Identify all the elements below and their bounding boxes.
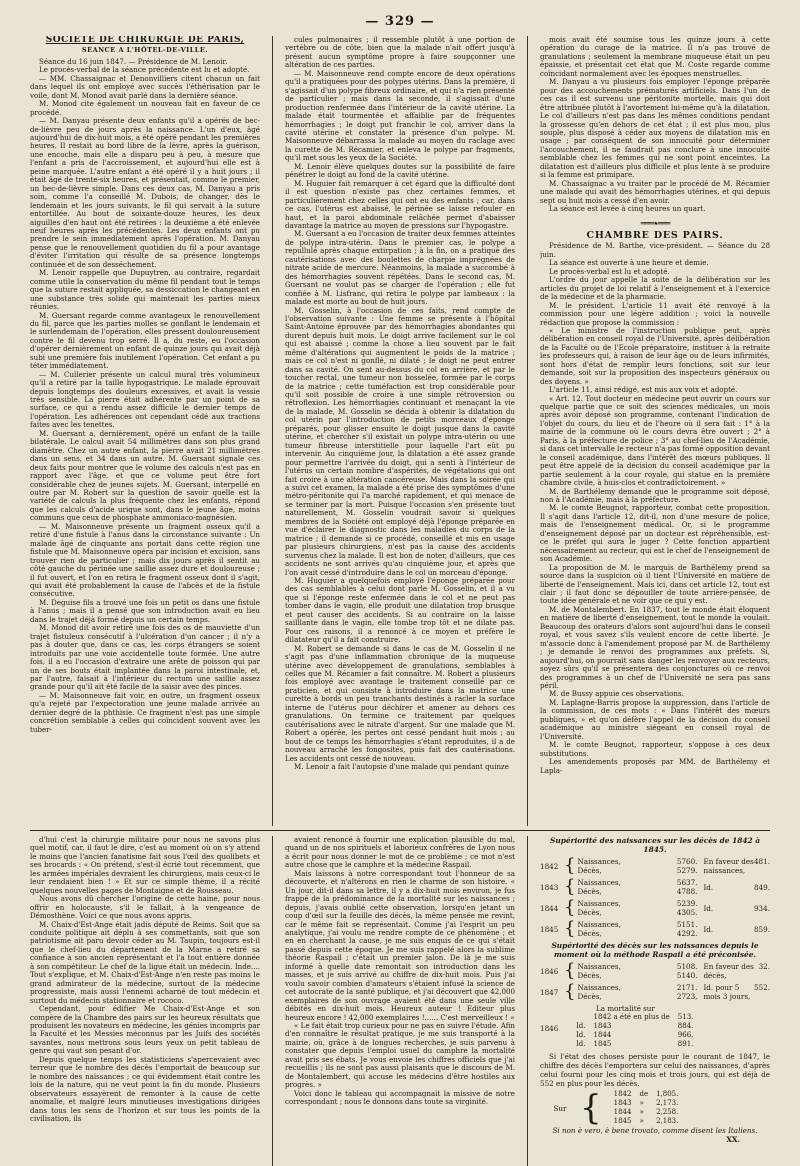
bottom-column-1 — [30, 836, 260, 1166]
year-row — [540, 857, 770, 875]
paragraph: M. Guersant a, dernièrement, opéré un enfant de la taille bilatérale. Le calcul avait 54 millimètres dans son plus grand diamètre. Chez un autre enfant, la pierre avait 21 millimètres dans un sens, et 34 dans un autre. M. Guersant signale ces deux faits pour montrer que le volume des calculs n'est pas en rapport avec l'âge, et que ce volume peut être fort considérable chez de jeunes sujets. M. Guersant, interpellé en outre par M. Robert sur la question de savoir quelle est la variété de calculs la plus fréquente chez les enfants, répond que les calculs d'acide urique sont, dans le jeune âge, moins communs que ceux de phosphate ammoniaco-magnésien. — [30, 428, 260, 523]
paragraph: M. Guersant regarde comme avantageux le renouvellement du fil, parce que les parties molles se gonflant le lendemain et le surlendemain de l'opération, elles pressent douloureusement contre le fil devenu trop serré. Il a, du reste, eu l'occasion d'opérer dernièrement un enfant de quinze jours qui avait déjà subi une première fois inutilement l'opération. Cet enfant a pu téter immédiatement. — [30, 310, 260, 371]
deaths-label: Décès, — [577, 971, 602, 980]
result-value: 552. — [753, 983, 770, 992]
mortality-year: 1846 — [540, 1024, 559, 1033]
year-result — [697, 925, 770, 934]
stats-title-2: Supériorité des décès sur les naissances depuis le moment où la méthode Raspail a été préconisée. — [551, 941, 759, 959]
result-label: Id. — [703, 924, 714, 934]
paragraph: cules pulmonaires ; il ressemble plutôt à une portion de vertèbre ou de côte, bien que la malade n'ait offert jusqu'à présent aucun symptôme propre à faire soupçonner une altération de ces parties. — [285, 36, 515, 70]
paragraph: M. de Montalembert. En 1837, tout le monde était éloquent en matière de liberté d'enseignement, tout le monde la voulait. Beaucoup des orateurs d'alors sont aujourd'hui dans le conseil royal, et vous savez s'ils veulent encore de cette liberté. Je m'associe donc à l'amendement proposé par M. de Barthélemy ; je demande le renvoi des programmes aux préfets. Si, aujourd'hui, on pourrait sans danger les renvoyer aux recteurs, soyez sûrs qu'il se présentera des conjonctures où ce renvoi des programmes à un chef de l'Université ne sera pas sans péril. — [540, 604, 770, 690]
column-divider — [272, 836, 273, 1166]
paragraph: Mais laissons à notre correspondant tout l'honneur de sa découverte, et n'altérons en rien le charme de son histoire. « Un jour, dit-il dans sa lettre, il y a dix-huit mois environ, je fus frappé de la prédominance de la mortalité sur les naissances ; depuis, j'avais oublié cette observation, lorsqu'en jetant un coup d'œil sur la feuille des décès, la même pensée me revint, car le même fait se représentait. Comme j'ai l'esprit un peu analytique, j'ai voulu me rendre compte de ce phénomène ; et en en cherchant la cause, je me suis enquis de ce qui s'était passé depuis cette époque. Je me suis rappelé alors la sublime théorie Raspail ; c'était un premier jalon. De là je me suis informé à quelle date remontait son introduction dans les masses, et je suis arrivé au chiffre de dix-huit mois. Puis j'ai voulu savoir combien d'amateurs s'étaient infusé la science de cet autocrate de la santé publique, et j'ai découvert que 42,000 exemplaires de son ouvrage avaient été dans une seule ville débités en dix-huit mois. Heureux auteur ! Editeur plus heureux encore ! 42,000 exemplaires !...... C'est merveilleux ! » — [285, 868, 515, 1022]
paragraph: M. le comte Beugnot, rapporteur, s'oppose à ces deux substitutions. — [540, 740, 770, 758]
stats-title-1: Supériorité des naissances sur les décès de 1842 à 1845. — [549, 836, 761, 854]
mortality-label: 1843 — [593, 1022, 612, 1030]
paragraph: M. Monod dit avoir retiré une fois des os de mauviette d'un trajet fistuleux consécutif à l'ulcération d'un cancer ; il n'y a pas à douter que, dans ce cas, les corps étrangers se soient introduits par une voie accidentelle toute formée. Une autre fois, il a eu l'occasion d'extraire une arête de poisson qui par un de ses bouts était implantée dans la paroi intestinale, et, par l'autre, faisait à l'intérieur du rectum une saillie assez grande pour qu'il ait été facile de la saisir avec des pinces. — [30, 623, 260, 692]
column-2-body — [285, 36, 515, 771]
mortality-value: 891. — [677, 1040, 694, 1048]
paragraph: M. le comte Beugnot, rapporteur, combat cette proposition. Il s'agit dans l'article 12, dit-il, non d'une mesure de police, mais de l'enseignement médical. Or, si le programme d'enseignement déposé par un docteur est répréhensible, est-ce le préfet qui aura le juger ? Cette fonction appartient nécessairement au recteur, qui est le chef de l'enseignement de son Académie. — [540, 503, 770, 564]
mortality-id: Id. — [576, 1040, 586, 1048]
result-label: Id. — [703, 903, 714, 913]
result-label: Id. pour 5 mois 3 jours, — [703, 983, 751, 1001]
paragraph: M. de Barthélemy demande que le programme soit déposé, non à l'Académie, mais à la préfecture. — [540, 486, 770, 505]
deaths-label: Décès, — [577, 887, 602, 896]
paragraph: mois avait été soumise tous les quinze jours à cette opération du curage de la matrice. Il n'a pas trouvé de granulations ; seulement la membrane muqueuse était un peu épaissie, et présentait cet état que M. Coste regarde comme coïncidant normalement avec les époques menstruelles. — [540, 36, 770, 78]
deaths-value: 4292. — [676, 929, 698, 938]
bottom-column-1-body — [30, 836, 260, 1123]
births-line — [577, 983, 697, 992]
sur-year: 1843 — [613, 1099, 632, 1107]
column-2 — [285, 36, 515, 826]
deaths-line — [577, 887, 697, 896]
column-1-body — [30, 58, 260, 734]
result-label: Id. — [703, 882, 714, 892]
year-result — [697, 904, 770, 913]
bottom-column-2 — [285, 836, 515, 1166]
mortality-intro: La mortalité sur — [596, 1004, 655, 1013]
mortality-row — [576, 1022, 701, 1031]
births-value: 5760. — [676, 857, 698, 866]
year-label: 1842 — [540, 861, 559, 871]
births-label: Naissances, — [577, 920, 621, 929]
sur-de: » — [639, 1108, 644, 1116]
year-label: 1847 — [540, 987, 559, 997]
page-number: — 329 — — [365, 14, 435, 29]
mortality-id: Id. — [576, 1022, 586, 1030]
mortality-label: 1844 — [593, 1031, 612, 1039]
column-3-body — [540, 36, 770, 214]
paragraph: M. Chaix-d'Est-Ange était jadis député de Reims. Soit que sa conduite politique ait déplu à ses commettants, soit que son patriotisme ait paru devoir céder au M. Taupin, toujours est-il que le chef-lieu du département de la Marne a retiré sa confiance à son ancien représentant et l'a tout entière donnée à son compétiteur. Le chef de la ligue était un médecin. Inde.... Tout s'explique, et M. Chaix-d'Est-Ange n'en reste pas moins le grand admirateur de la médecine, surtout de la médecine progressiste, mais aussi l'ennemi acharné de tout médecin et surtout du médecin stationnaire et rococo. — [30, 919, 260, 1005]
sur-year: 1845 — [613, 1117, 632, 1125]
society-subtitle: SÉANCE A L'HÔTEL-DE-VILLE. — [81, 46, 209, 55]
column-3 — [540, 36, 770, 826]
births-value: 5151. — [676, 920, 698, 929]
paragraph: — M. Maisonneuve présente un fragment osseux qu'il a retiré d'une fistule à l'anus dans la circonstance suivante : Un malade âgé de cinquante ans portait dans cette région une fistule que M. Maisonneuve opéra par incision et excision, sans trouver rien de particulier ; mais dix jours après il sentit au côté gauche du périnée une saillie assez dure et douloureuse ; il fut ouvert, et l'on en retira le fragment osseux dont il s'agit, qui avait été probablement la cause de l'abcès et de la fistule consécutive. — [30, 521, 260, 599]
paragraph: La séance est ouverte à une heure et demie. — [549, 258, 709, 268]
births-label: Naissances, — [577, 899, 621, 908]
paragraph: M. Lenoir a fait l'autopsie d'une malade qui pendant quinze — [294, 761, 509, 771]
paragraph: Le procès-verbal est lu et adopté. — [549, 266, 670, 276]
year-values — [577, 878, 697, 896]
deaths-label: Décès, — [577, 866, 602, 875]
paragraph: — MM. Chassaignac et Denonvilliers citent chacun un fait dans lequel ils ont employé avec succès l'éthérisation par le voile, dont M. Monod avait parlé dans la dernière séance. — [30, 73, 260, 100]
sur-label: Sur — [553, 1103, 567, 1113]
year-label: 1845 — [540, 924, 559, 934]
sur-row — [614, 1090, 687, 1099]
births-line — [577, 899, 697, 908]
deaths-label: Décès, — [577, 992, 602, 1001]
mortality-label: 1842 a été en plus de — [593, 1013, 670, 1021]
sur-row — [614, 1108, 687, 1117]
deaths-line — [577, 929, 697, 938]
mortality-row — [576, 1040, 701, 1049]
sur-block — [540, 1090, 770, 1126]
result-value: 934. — [753, 903, 770, 913]
paragraph: M. le président. L'article 11 avait été renvoyé à la commission pour une légère addition ; voici la nouvelle rédaction que propose la commission : — [540, 300, 770, 327]
paragraph: M. Huguier fait remarquer à cet égard que la difficulté dont il est question n'existe pas chez certaines femmes, et particulièrement chez celles qui ont eu des enfants ; car, dans ce cas, l'utérus est abaissé, le périnée se laisse refouler en haut, et la paroi abdominale relâchée permet d'abaisser davantage la matrice au moyen de pressions sur l'hypogastre. — [285, 178, 515, 230]
sur-value: 2,173. — [656, 1099, 679, 1107]
paragraph: M. Danyau a vu plusieurs fois employer l'éponge préparée pour des accouchements prématurés artificiels. Dans l'un de ces cas il est survenu une péritonite mortelle, mais qui doit être attribuée plutôt à l'avortement lui-même qu'à la dilatation. Le col d'ailleurs n'est pas dans les mêmes conditions pendant la grossesse qu'en dehors de cet état ; il est plus mou, plus souple, plus disposé à céder aux moyens de dilatation mis en usage ; par conséquent de son innocuité pour déterminer l'accouchement, il ne faudrait pas conclure à une innocuité semblable chez les femmes qui ne sont point enceintes. La dilatation est d'ailleurs plus difficile et plus lente à se produire si la femme est primipare. — [540, 77, 770, 180]
sur-value: 2,258. — [656, 1108, 679, 1116]
column-divider — [527, 36, 528, 826]
paragraph: M. Huguier a quelquefois employé l'éponge préparée pour des cas semblables à celui dont parle M. Gosselin, et il a vu que si l'éponge reste enfermée dans le col et ne peut pas tomber dans le vagin, elle produit une dilatation trop brusque et peut causer des accidents. Si au contraire on la laisse sailllante dans le vagin, elle tombe trop tôt et ne dilate pas. Pour ces raisons, il a renoncé à ce moyen et préfère le dilatateur qu'il a fait construire. — [285, 576, 515, 645]
births-value: 5108. — [676, 962, 698, 971]
mortality-row — [576, 1031, 701, 1040]
mortality-label: 1845 — [593, 1040, 612, 1048]
deaths-line — [577, 971, 697, 980]
brace-glyph: { — [564, 855, 576, 876]
column-1 — [30, 36, 260, 826]
mortality-id — [576, 1013, 593, 1022]
bottom-column-2-body — [285, 836, 515, 1107]
paragraph: M. Monod cite également un nouveau fait en faveur de ce procédé. — [30, 99, 260, 117]
paragraph: M. Lenoir élève quelques doutes sur la possibilité de faire pénétrer le doigt au fond de la cavité utérine. — [285, 161, 515, 180]
sur-row — [614, 1117, 687, 1126]
births-line — [577, 878, 697, 887]
births-label: Naissances, — [577, 857, 621, 866]
paragraph: M. Deguise fils a trouvé une fois un petit os dans une fistule à l'anus ; mais il a pensé que son introduction avait eu lieu dans le trajet déjà formé depuis un certain temps. — [30, 597, 260, 624]
brace-glyph: { — [564, 981, 576, 1002]
year-result — [697, 857, 770, 875]
paragraph: — M. Maisonneuve fait voir, en outre, un fragment osseux qu'a rejeté par l'expectoration une jeune malade arrivée au dernier degré de la phthisie. Ce fragment n'est pas une simple concrétion semblable à celles qui coïncident souvent avec les tuber- — [30, 690, 260, 734]
births-value: 5239. — [676, 899, 698, 908]
bottom-section — [30, 836, 770, 1166]
paragraph: Séance du 16 juin 1847. — Présidence de M. Lenoir. — [39, 56, 228, 66]
deaths-line — [577, 992, 697, 1001]
sur-row — [614, 1099, 687, 1108]
deaths-line — [577, 908, 697, 917]
signature-line: Si non è vero, è bene trovato, comme disent les Italiens. — [552, 1126, 758, 1135]
deaths-value: 5140. — [676, 971, 698, 980]
paragraph: La séance est levée à cinq heures un quart. — [549, 204, 706, 214]
paragraph: d'hui c'est la chirurgie militaire pour nous ne savons plus quel motif, car, il faut le dire, c'est au moment où on s'y attend le moins que l'ancien fanatisme fait sous l'œil des quolibets et ses brocards : « On prétend, s'est-il écrié tout récemment, que les armées impériales devraient les chirurgiens, mais ceux-ci le leur rendaient bien ! » Et sur ce simple thème, il a récité quelques nouvelles pages de Montaigne et de Rousseau. — [30, 836, 260, 895]
year-label: 1843 — [540, 882, 559, 892]
paragraph: M. Chassaignac a vu traiter par le procédé de M. Récamier une malade qui avait des hémorrhagies utérines, et qui depuis sept ou huit mois a cessé d'en avoir. — [540, 178, 770, 205]
mortality-list — [566, 1004, 770, 1049]
paragraph: M. Robert se demande si dans le cas de M. Gosselin il ne s'agit pas d'une inflammation chronique de la muqueuse utérine avec développement de granulations, semblables à celles que M. Récamier a fait connaître. M. Robert a plusieurs fois employé avec avantage le traitement conseillé par ce praticien, et qui consiste à introduire dans la matrice une curette à bords un peu tranchants destinés à racler la surface interne de l'utérus pour déchirer et amener au dehors ces granulations. On termine ce traitement par quelques cautérisations avec le nitrate d'argent. Sur une malade que M. Robert a opérée, les pertes ont cessé pendant huit mois ; au bout de ce temps les hémorrhagies s'étant reproduites, il a de nouveau arraché les fongosités, puis fait des cautérisations. Les accidents ont cessé de nouveau. — [285, 643, 515, 763]
mortality-block — [540, 1004, 770, 1049]
mortality-id: Id. — [576, 1031, 586, 1039]
sur-value: 1,805. — [656, 1090, 679, 1098]
deaths-value: 4305. — [676, 908, 698, 917]
brace-glyph: { — [564, 897, 576, 918]
paragraph: Le procès-verbal de la séance précédente est lu et adopté. — [39, 65, 250, 75]
sur-de: » — [639, 1117, 644, 1125]
sur-value: 2,183. — [656, 1117, 679, 1125]
paragraph: L'ordre du jour appelle la suite de la délibération sur les articles du projet de loi relatif à l'enseignement et à l'exercice de la médecine et de la pharmacie. — [540, 275, 770, 302]
author-initials: XX. — [726, 1135, 740, 1144]
result-value: 859. — [753, 924, 770, 934]
births-value: 5637. — [676, 878, 698, 887]
top-section — [30, 36, 770, 826]
mortality-value: 513. — [677, 1013, 694, 1021]
brace-glyph: { — [564, 876, 576, 897]
chamber-body — [540, 242, 770, 775]
mortality-value: 884. — [677, 1022, 694, 1030]
deaths-label: Décès, — [577, 908, 602, 917]
society-title: SOCIÉTÉ DE CHIRURGIE DE PARIS, — [45, 36, 245, 45]
deaths-value: 2723, — [676, 992, 698, 1001]
statistics-table — [540, 836, 770, 1166]
stats-note: Si l'état des choses persiste pour le courant de 1847, le chiffre des décès l'emportera sur celui des naissances, d'après celui fourni pour les cinq mois et trois jours, qui est déjà de 552 en plus pour les décès. — [540, 1052, 770, 1088]
mortality-value: 966. — [677, 1031, 694, 1039]
year-row — [540, 983, 770, 1001]
result-value: 481. — [753, 857, 770, 866]
sur-de: de — [639, 1090, 649, 1098]
brace-glyph: { — [564, 918, 576, 939]
paragraph: La proposition de M. le marquis de Barthélemy prend sa source dans la suspicion où il tient l'Université en matière de liberté de l'enseignement. Mais ici, dans cet article 12, tout est clair ; il faut donc se dépouiller de toute arrière-pensée, de toute idée générale et ne voir que ce qui y est. — [540, 562, 770, 606]
year-label: 1846 — [540, 966, 559, 976]
deaths-label: Décès, — [577, 929, 602, 938]
paragraph: M. Lenoir rappelle que Dupuytren, au contraire, regardait comme utile la conservation du même fil pendant tout le temps que la suture restait appliquée, sa dessiccation le changeant en une substance très solide qui maintenait les parties mieux réunies. — [30, 268, 260, 312]
year-values — [577, 983, 697, 1001]
paragraph: « Le ministre de l'instruction publique peut, après délibération en conseil royal de l'Université, après délibération de la Faculté ou de l'Ecole préparatoire, instituer à la retraite les professeurs qui, à raison de leur âge ou de leurs infirmités, sont hors d'état de remplir leurs fonctions, soit sur leur demande, soit sur la proposition des inspecteurs généraux ou des doyens. » — [540, 325, 770, 386]
paragraph: L'article 11, ainsi rédigé, est mis aux voix et adopté. — [549, 385, 738, 395]
horizontal-rule — [30, 830, 770, 831]
births-line — [577, 857, 697, 866]
paragraph: « Art. 12. Tout docteur en médecine peut ouvrir un cours sur quelque partie que ce soit des sciences médicales, un mois après avoir déposé son programme, contenant l'indication de l'objet du cours, du lieu et de l'heure où il sera fait : 1° à la mairie de la commune où le cours devra être ouvert ; 2° à Paris, à la préfecture de police ; 3° au chef-lieu de l'Académie, si dans cet intervalle le recteur n'a pas formé opposition devant le conseil académique, dans l'intérêt des mœurs publiques. Il peut être appelé de la décision du conseil académique par la partie seulement à la cour royale, qui statue en la première chambre civile, à huis-clos et contradictoirement. » — [540, 393, 770, 488]
paragraph: Les amendements proposés par MM. de Barthélemy et Lapla- — [540, 757, 770, 775]
year-row — [540, 962, 770, 980]
year-result — [697, 962, 770, 980]
column-divider — [527, 836, 528, 1166]
deaths-line — [577, 866, 697, 875]
mortality-table — [576, 1013, 701, 1049]
paragraph: Nous avons dû chercher l'origine de cette haine, pour nous offrir en holocauste, s'il le fallait, à la vengeance de Démosthène. Voici ce que nous avons appris. — [30, 894, 260, 921]
paragraph: « Le fait était trop curieux pour ne pas en suivre l'étude. Afin d'en connaître le résultat pratique, je me suis transporté à la mairie, où, grâce à de longues recherches, je suis parvenu à constater que depuis l'emploi usuel du camphre la mortalité avait pris ses ébats. Je vous envoie les chiffres officiels que j'ai recueillis ; ils ne sont pas aussi plaisants que le discours de M. de Montalembert, qui accuse les médecins d'être hostiles aux progrès. » — [285, 1020, 515, 1090]
mortality-row — [576, 1013, 701, 1022]
year-row — [540, 899, 770, 917]
sur-table — [614, 1090, 687, 1126]
deaths-value: 4788. — [676, 887, 698, 896]
column-divider — [272, 36, 273, 826]
result-value: 849. — [753, 882, 770, 892]
ornament-divider: ═══❧═══ — [640, 218, 670, 228]
sur-de: » — [639, 1099, 644, 1107]
deaths-value: 5279. — [676, 866, 698, 875]
year-row — [540, 920, 770, 938]
paragraph: — M. Maisonneuve rend compte encore de deux opérations qu'il a pratiquées pour des polypes utérins. Dans la première, il s'agissait d'un polype fibreux ordinaire, et qui n'a rien présenté de particulier ; mais dans la seconde, il s'agissait d'une production renfermée dans l'intérieur de la cavité utérine. La malade était tourmentée et affaiblie par de fréquentes hémorrhagies ; le doigt put franchir le col, arriver dans la cavité utérine et constater la présence d'un polype. M. Maisonneuve débarrassa la malade au moyen du raclage avec la curette de M. Récamier, et enleva le polype par fragments, qu'il met sous les yeux de la Société. — [285, 68, 515, 163]
paragraph: M. Gosselin, à l'occasion de ces faits, rend compte de l'observation suivante : Une femme se présente à l'hôpital Saint-Antoine éprouvée par des hémorrhagies abondantes qui durent depuis huit mois. Le doigt arrive facilement sur le col qui est abaissé ; comme la chose a lieu souvent par le fait même d'altérations qui augmentent le poids de la matrice ; mais ce col n'est ni gonflé, ni dilaté ; le doigt ne peut entrer dans sa cavité. On sent au-dessus du col en arrière, et par le toucher rectal, une tumeur non bosselée, formée par le corps de la matrice ; cette tuméfaction est trop considérable pour qu'il soit possible de croire à une simple rétroversion ou rétroflexion. Les hémorrhagies continuant et menaçant la vie de la malade, M. Gosselin se décida à obtenir la dilatation du col utérin par l'introduction de petits morceaux d'éponge préparés, pour glisser ensuite le doigt jusque dans la cavité utérine, et chercher s'il existait un polype intra-utérin ou une tumeur fibreuse interstitielle pour laquelle l'art eût pu intervenir. Au cinquième jour, la dilatation a été assez grande pour permettre l'arrivée du doigt, qui a senti à l'intérieur de l'utérus un certain nombre d'aspérités, de végétations qui ont fait croire à une altération cancéreuse. Mais dans la soirée qui a suivi cet examen, la malade a été prise des symptômes d'une métro-péritonite qui l'a marché rapidement, et qui menace de se terminer par la mort. Puisque l'occasion s'en présente tout naturellement, M. Gosselin voudrait savoir si quelques membres de la Société ont employé déjà l'éponge préparée en vue d'éclairer le diagnostic dans les maladies du corps de la matrice ; il demande si ce procédé, conseillé et mis en usage par plusieurs chirurgiens, n'est pas la cause des accidents survenus chez la malade. Il est bon de noter, d'ailleurs, que ces accidents ne sont arrivés qu'au cinquième jour, et après que l'on avait cessé d'introduire dans le col un morceau d'éponge. — [285, 305, 515, 577]
result-label: En faveur des naissances, — [703, 857, 754, 875]
paragraph: Depuis quelque temps les statisticiens s'apercevaient avec terreur que le nombre des décès l'emportait de beaucoup sur le nombre des naissances ; ce qui évidemment était contre les lois de la nature, qui ne veut point la fin du monde. Plusieurs observateurs essayèrent de remonter à la cause de cette anomalie, et malgré leurs minutieuses investigations dirigées dans tous les sens de l'horizon et sur tous les points de la civilisation, ils — [30, 1054, 260, 1123]
year-values — [577, 962, 697, 980]
births-label: Naissances, — [577, 962, 621, 971]
births-label: Naissances, — [577, 878, 621, 887]
stats-group-2 — [540, 962, 770, 1001]
births-line — [577, 920, 697, 929]
paragraph: avaient renoncé à fournir une explication plausible du mal, quand un de nos spirituels et laborieux confrères de Lyon nous a écrit pour nous donner le mot de ce problème ; ce mot n'est autre chose que le camphre et la médecine Raspail. — [285, 836, 515, 870]
year-values — [577, 920, 697, 938]
paragraph: Voici donc le tableau qui accompagnait la missive de notre correspondant ; nous le donnons dans toute sa virginité. — [285, 1088, 515, 1107]
paragraph: — M. Danyau présente deux enfants qu'il a opérés de bec-de-lièvre peu de jours après la naissance. L'un d'eux, âgé aujourd'hui de dix-huit mois, a été opéré pendant les premières heures. Il restait au bord libre de la lèvre, après la guérison, une encoche, mais elle a disparu peu à peu, à mesure que l'enfant a pris de l'accroissement, et aujourd'hui elle est à peine marquée. L'autre enfant a été opéré il y a huit jours ; il était âgé de trente-six heures, et présentait, comme le premier, un bec-de-lièvre simple. Dans ces deux cas, M. Danyau a pris soin, comme l'a conseillé M. Dubois, de changer, dès le lendemain et les jours suivants, le fil qui servait à la suture entortillée. Au bout de soixante-douze heures, les deux aiguilles d'en haut ont été retirées : la deuxième a été enlevée neuf heures après les précédentes. Les deux enfants ont pu prendre le sein immédiatement après l'opération. M. Danyau pense que le renouvellement quotidien du fil a pour avantage d'éviter l'irritation qui résulte de sa présence longtemps continuée et de son desséchement. — [30, 116, 260, 269]
chamber-title: CHAMBRE DES PAIRS. — [586, 229, 724, 241]
paragraph: M. Guersant a eu l'occasion de traiter deux femmes atteintes de polype intra-utérin. Dans le premier cas, le polype a repullulé après chaque extirpation ; à la fin, on a pratiqué des cautérisations avec des boulettes de charpie imprégnées de nitrate acide de mercure. Néanmoins, la malade a succombé à des hémorrhagies souvent répétées. Dans le second cas, M. Guersant ne voulut pas se charger de l'opération ; elle fut confiée à M. Lisfranc, qui retira le polype par lambeaux : la malade est morte au bout de huit jours. — [285, 229, 515, 307]
sur-year: 1844 — [613, 1108, 632, 1116]
stats-group-1 — [540, 857, 770, 938]
paragraph: Présidence de M. Barthe, vice-président. — Séance du 28 juin. — [540, 241, 770, 259]
paragraph: M. Laplagne-Barris propose la suppression, dans l'article de la commission, de ces mots : « Dans l'intérêt des mœurs publiques, » et qu'on défère l'appel de la décision du conseil académique au ministre siégeant en conseil royal de l'Université. — [540, 697, 770, 741]
births-line — [577, 962, 697, 971]
sur-year: 1842 — [613, 1090, 632, 1098]
result-value: 32. — [758, 962, 770, 971]
year-result — [697, 983, 770, 1001]
brace-glyph: { — [564, 960, 576, 981]
year-label: 1844 — [540, 903, 559, 913]
year-result — [697, 883, 770, 892]
births-value: 2171. — [676, 983, 698, 992]
paragraph: — M. Cullerier présente un calcul mural très volumineux qu'il a retiré par la taille hypogastrique. Le malade éprouvait depuis longtemps des douleurs excessives, et avait la vessie très sensible. La pierre était adhérente par un point de sa surface, ce qui a rendu assez difficile le dernier temps de l'opération. Les adhérences ont cependant cédé aux tractions faites avec les tenettes. — [30, 369, 260, 430]
paragraph: M. de Bussy appuie ces observations. — [549, 689, 684, 699]
births-label: Naissances, — [577, 983, 621, 992]
year-values — [577, 899, 697, 917]
brace-glyph: { — [580, 1088, 602, 1128]
year-values — [577, 857, 697, 875]
result-label: En faveur des décès, — [703, 962, 754, 980]
paragraph: Cependant, pour édifier Me Chaix-d'Est-Ange et son compère de la Chambre des pairs sur les heureux résultats que produisent les novateurs en médecine, les génies incompris par la Faculté et les Messies méconnus par les Juifs des sociétés savantes, nous mettrons sous leurs yeux un petit tableau de genre qui vaut son pesant d'or. — [30, 1004, 260, 1056]
year-row — [540, 878, 770, 896]
